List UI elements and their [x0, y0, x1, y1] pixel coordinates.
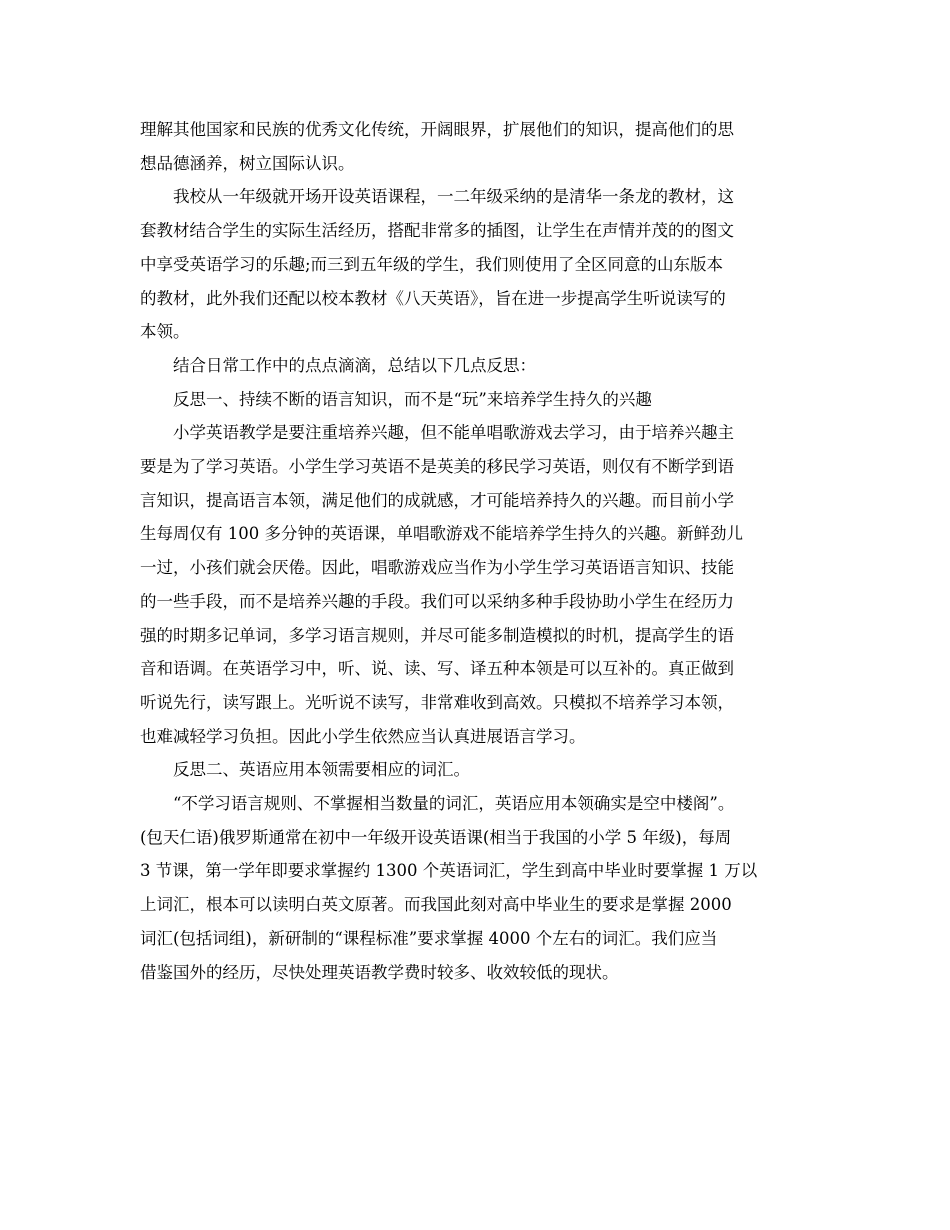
- section-heading-reflection-1: [140, 383, 815, 417]
- text-line: 我校从一年级就开场开设英语课程，一二年级采纳的是清华一条龙的教材，这: [173, 187, 734, 207]
- paragraph-summary-intro: [140, 349, 815, 383]
- document-body: [140, 113, 815, 989]
- text-line: 结合日常工作中的点点滴滴，总结以下几点反思：: [173, 355, 536, 375]
- text-line: 强的时期多记单词，多学习语言规则，并尽可能多制造模拟的时机，提高学生的语: [140, 625, 734, 645]
- text-line: “不学习语言规则、不掌握相当数量的词汇，英语应用本领确实是空中楼阁”。: [173, 794, 735, 814]
- paragraph-reflection-2-body: [140, 787, 815, 989]
- text-line: 中享受英语学习的乐趣;而三到五年级的学生，我们则使用了全区同意的山东版本: [140, 254, 724, 274]
- text-line: 理解其他国家和民族的优秀文化传统，开阔眼界，扩展他们的知识，提高他们的思: [140, 120, 734, 139]
- text-line: 反思一、持续不断的语言知识，而不是“玩”来培养学生持久的兴趣: [173, 389, 652, 409]
- text-line: 上词汇，根本可以读明白英文原著。而我国此刻对高中毕业生的要求是掌握 2000: [140, 895, 732, 915]
- text-line: 言知识，提高语言本领，满足他们的成就感，才可能培养持久的兴趣。而目前小学: [140, 490, 734, 510]
- text-line: 要是为了学习英语。小学生学习英语不是英美的移民学习英语，则仅有不断学到语: [140, 457, 734, 477]
- text-line: 3 节课，第一学年即要求掌握约 1300 个英语词汇，学生到高中毕业时要掌握 1 万以: [140, 861, 758, 881]
- paragraph-reflection-1-body: [140, 416, 815, 753]
- text-line: 词汇(包括词组)，新研制的“课程标准”要求掌握 4000 个左右的词汇。我们应当: [140, 928, 718, 948]
- text-line: 想品德涵养，树立国际认识。: [140, 153, 355, 173]
- text-line: 听说先行，读写跟上。光听说不读写，非常难收到高效。只模拟不培养学习本领，: [140, 692, 734, 712]
- text-line: 套教材结合学生的实际生活经历，搭配非常多的插图，让学生在声情并茂的的图文: [140, 221, 734, 241]
- text-line: 一过，小孩们就会厌倦。因此，唱歌游戏应当作为小学生学习英语语言知识、技能: [140, 558, 734, 578]
- text-line: (包天仁语)俄罗斯通常在初中一年级开设英语课(相当于我国的小学 5 年级)，每周: [140, 827, 732, 847]
- paragraph-school-curriculum: [140, 180, 815, 349]
- text-line: 借鉴国外的经历，尽快处理英语教学费时较多、收效较低的现状。: [140, 962, 619, 982]
- text-line: 音和语调。在英语学习中，听、说、读、写、译五种本领是可以互补的。真正做到: [140, 659, 734, 679]
- text-line: 的一些手段，而不是培养兴趣的手段。我们可以采纳多种手段协助小学生在经历力: [140, 591, 734, 611]
- section-heading-reflection-2: [140, 753, 815, 787]
- text-line: 本领。: [140, 322, 190, 342]
- text-line: 生每周仅有 100 多分钟的英语课，单唱歌游戏不能培养学生持久的兴趣。新鲜劲儿: [140, 524, 743, 544]
- text-line: 反思二、英语应用本领需要相应的词汇。: [173, 760, 470, 780]
- paragraph-intro-continuation: [140, 113, 815, 180]
- text-line: 也难减轻学习负担。因此小学生依然应当认真进展语言学习。: [140, 726, 586, 746]
- text-line: 的教材，此外我们还配以校本教材《八天英语》，旨在进一步提高学生听说读写的: [140, 288, 726, 308]
- text-line: 小学英语教学是要注重培养兴趣，但不能单唱歌游戏去学习，由于培养兴趣主: [173, 423, 734, 443]
